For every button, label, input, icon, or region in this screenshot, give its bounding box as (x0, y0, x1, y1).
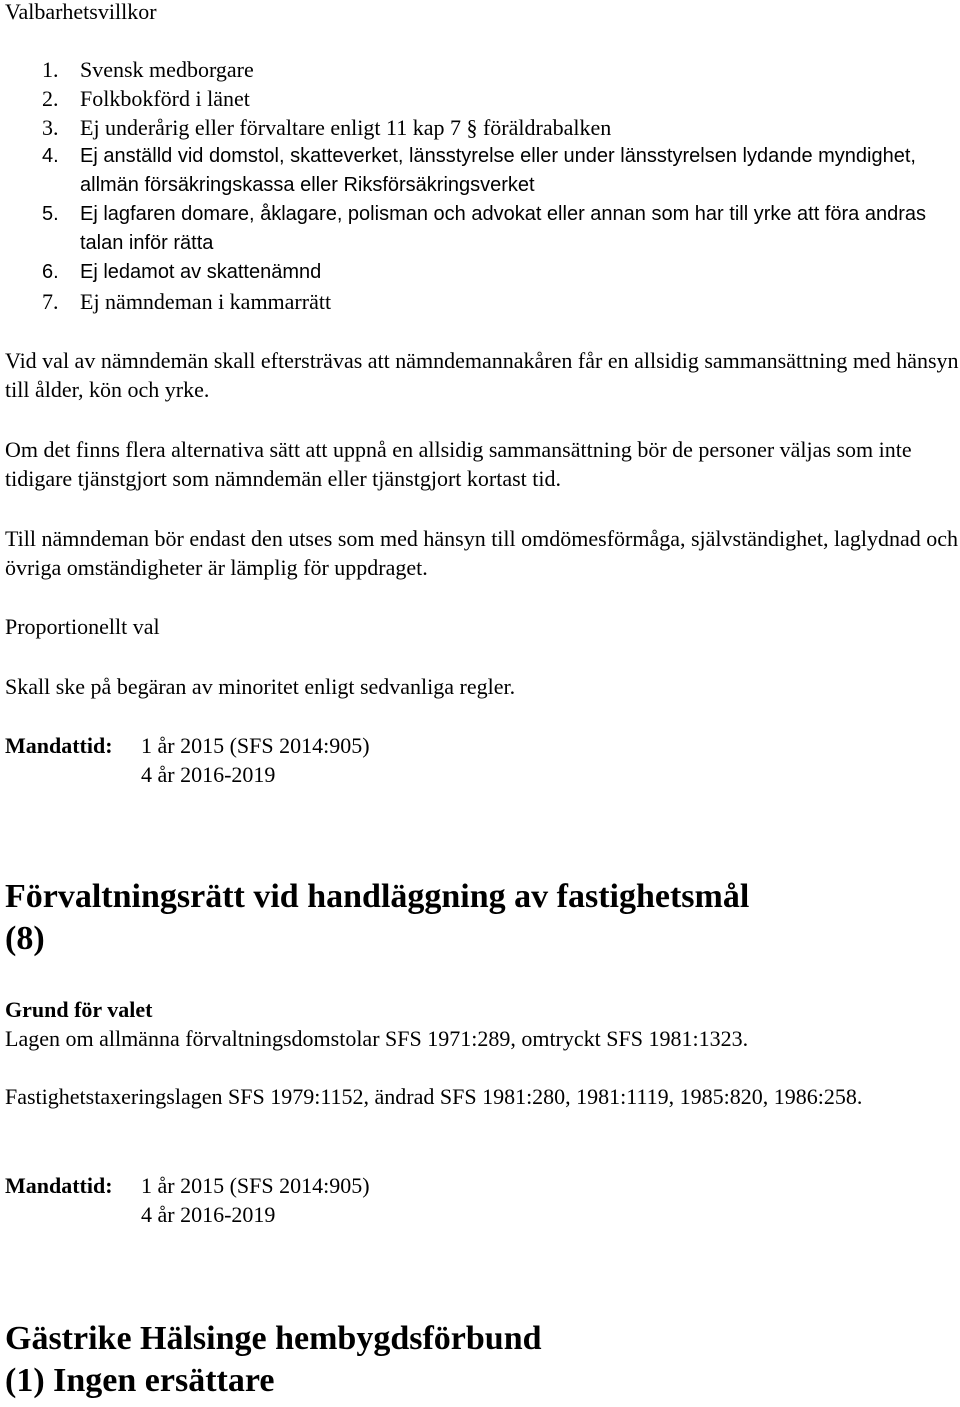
condition-item (5, 55, 955, 84)
mandattid-value-2: 4 år 2016-2019 (141, 1202, 276, 1227)
condition-text: Ej lagfaren domare, åklagare, polisman och advokat eller annan som har till yrke att föra andras talan inför rätta (80, 203, 927, 254)
heading-proportionellt-val: Proportionellt val (5, 614, 160, 639)
title-line-2: (1) Ingen ersättare (5, 1362, 275, 1399)
condition-number: 3. (42, 115, 59, 140)
condition-text: Ej underårig eller förvaltare enligt 11 kap 7 § föräldrabalken (80, 115, 612, 140)
mandattid-label: Mandattid: (5, 733, 113, 758)
text-proportionellt-val: Skall ske på begäran av minoritet enligt sedvanliga regler. (5, 674, 516, 699)
condition-item (5, 287, 955, 316)
condition-number: 1. (42, 57, 59, 82)
condition-text: Ej nämndeman i kammarrätt (80, 289, 332, 314)
condition-item (5, 200, 955, 258)
title-line-2: (8) (5, 920, 45, 957)
paragraph-omdome: Till nämndeman bör endast den utses som med hänsyn till omdömesförmåga, självständighet, laglydnad och övriga omständigheter är lämplig för uppdraget. (5, 526, 958, 580)
condition-text: Folkbokförd i länet (80, 86, 250, 111)
condition-text: Ej anställd vid domstol, skatteverket, länsstyrelse eller under länsstyrelsen lydande myndighet, allmän försäkringskassa eller Riksförsäkringsverket (80, 145, 916, 196)
title-line-1: Gästrike Hälsinge hembygdsförbund (5, 1320, 542, 1357)
mandattid-block (5, 731, 370, 760)
condition-text: Svensk medborgare (80, 57, 254, 82)
text-grund-lag: Lagen om allmänna förvaltningsdomstolar SFS 1971:289, omtryckt SFS 1981:1323. (5, 1026, 749, 1051)
condition-text: Ej ledamot av skattenämnd (80, 261, 322, 283)
condition-number: 7. (42, 289, 59, 314)
mandattid-label: Mandattid: (5, 1173, 113, 1198)
title-line-1: Förvaltningsrätt vid handläggning av fastighetsmål (5, 878, 750, 915)
paragraph-alternativ: Om det finns flera alternativa sätt att uppnå en allsidig sammansättning bör de personer väljas som inte tidigare tjänstgjort som nämndemän eller tjänstgjort kortast tid. (5, 437, 912, 491)
paragraph-allsidig: Vid val av nämndemän skall eftersträvas att nämndemannakåren får en allsidig sammansättning med hänsyn till ålder, kön och yrke. (5, 348, 959, 402)
condition-number: 6. (42, 261, 59, 283)
condition-item (5, 142, 955, 200)
condition-item (5, 113, 955, 142)
heading-grund-for-valet: Grund för valet (5, 997, 153, 1022)
mandattid-value-1: 1 år 2015 (SFS 2014:905) (141, 733, 370, 758)
mandattid-block (5, 1171, 370, 1200)
condition-number: 2. (42, 86, 59, 111)
text-fastighetstaxeringslagen: Fastighetstaxeringslagen SFS 1979:1152, ändrad SFS 1981:280, 1981:1119, 1985:820, 1986:258. (5, 1084, 863, 1109)
condition-item (5, 258, 955, 287)
section-title-forvaltningsratt (5, 876, 955, 960)
condition-number: 5. (42, 203, 59, 225)
conditions-list (5, 55, 955, 316)
condition-number: 4. (42, 145, 59, 167)
section-title-hembygdsforbund (5, 1318, 955, 1402)
section-heading-valbarhetsvillkor: Valbarhetsvillkor (5, 0, 157, 24)
condition-item (5, 84, 955, 113)
mandattid-value-2: 4 år 2016-2019 (141, 762, 276, 787)
mandattid-value-1: 1 år 2015 (SFS 2014:905) (141, 1173, 370, 1198)
